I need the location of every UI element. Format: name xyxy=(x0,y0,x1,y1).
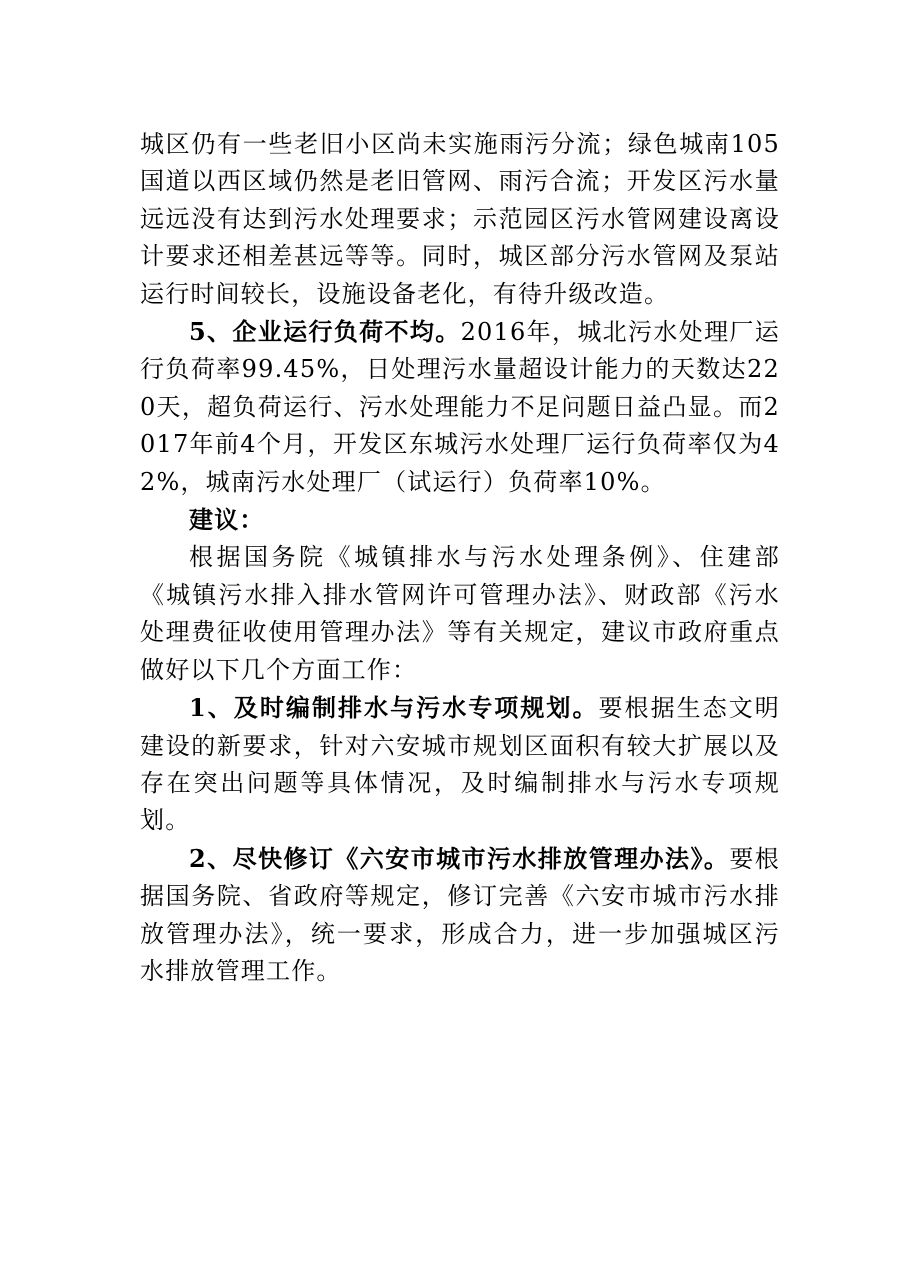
document-page xyxy=(140,126,780,990)
paragraph-5-text: 要根据生态文明建设的新要求，针对六安城市规划区面积有较大扩展以及存在突出问题等具体情况，及时编制排水与污水专项规划。 xyxy=(140,694,780,835)
paragraph-6-text: 要根据国务院、省政府等规定，修订完善《六安市城市污水排放管理办法》，统一要求，形成合力，进一步加强城区污水排放管理工作。 xyxy=(140,844,780,985)
paragraph-2-heading: 5、企业运行负荷不均。 xyxy=(189,317,461,347)
paragraph-4 xyxy=(140,539,780,689)
paragraph-5 xyxy=(140,689,780,840)
paragraph-5-heading: 1、及时编制排水与污水专项规划。 xyxy=(189,693,599,723)
paragraph-1 xyxy=(140,126,780,313)
paragraph-6 xyxy=(140,840,780,991)
paragraph-3 xyxy=(140,501,780,539)
paragraph-2 xyxy=(140,313,780,501)
paragraph-6-heading: 2、尽快修订《六安市城市污水排放管理办法》。 xyxy=(189,843,730,873)
suggestions-heading: 建议： xyxy=(189,505,265,535)
paragraph-2-text: 2016年，城北污水处理厂运行负荷率99.45%，日处理污水量超设计能力的天数达220天，超负荷运行、污水处理能力不足问题日益凸显。而2017年前4个月，开发区东城污水处理厂运行负荷率仅为42%，城南污水处理厂（试运行）负荷率10%。 xyxy=(140,318,780,496)
paragraph-1-text: 城区仍有一些老旧小区尚未实施雨污分流；绿色城南105国道以西区域仍然是老旧管网、雨污合流；开发区污水量远远没有达到污水处理要求；示范园区污水管网建设离设计要求还相差甚远等等。同时，城区部分污水管网及泵站运行时间较长，设施设备老化，有待升级改造。 xyxy=(140,130,780,308)
paragraph-4-text: 根据国务院《城镇排水与污水处理条例》、住建部《城镇污水排入排水管网许可管理办法》、财政部《污水处理费征收使用管理办法》等有关规定，建议市政府重点做好以下几个方面工作： xyxy=(140,543,780,684)
